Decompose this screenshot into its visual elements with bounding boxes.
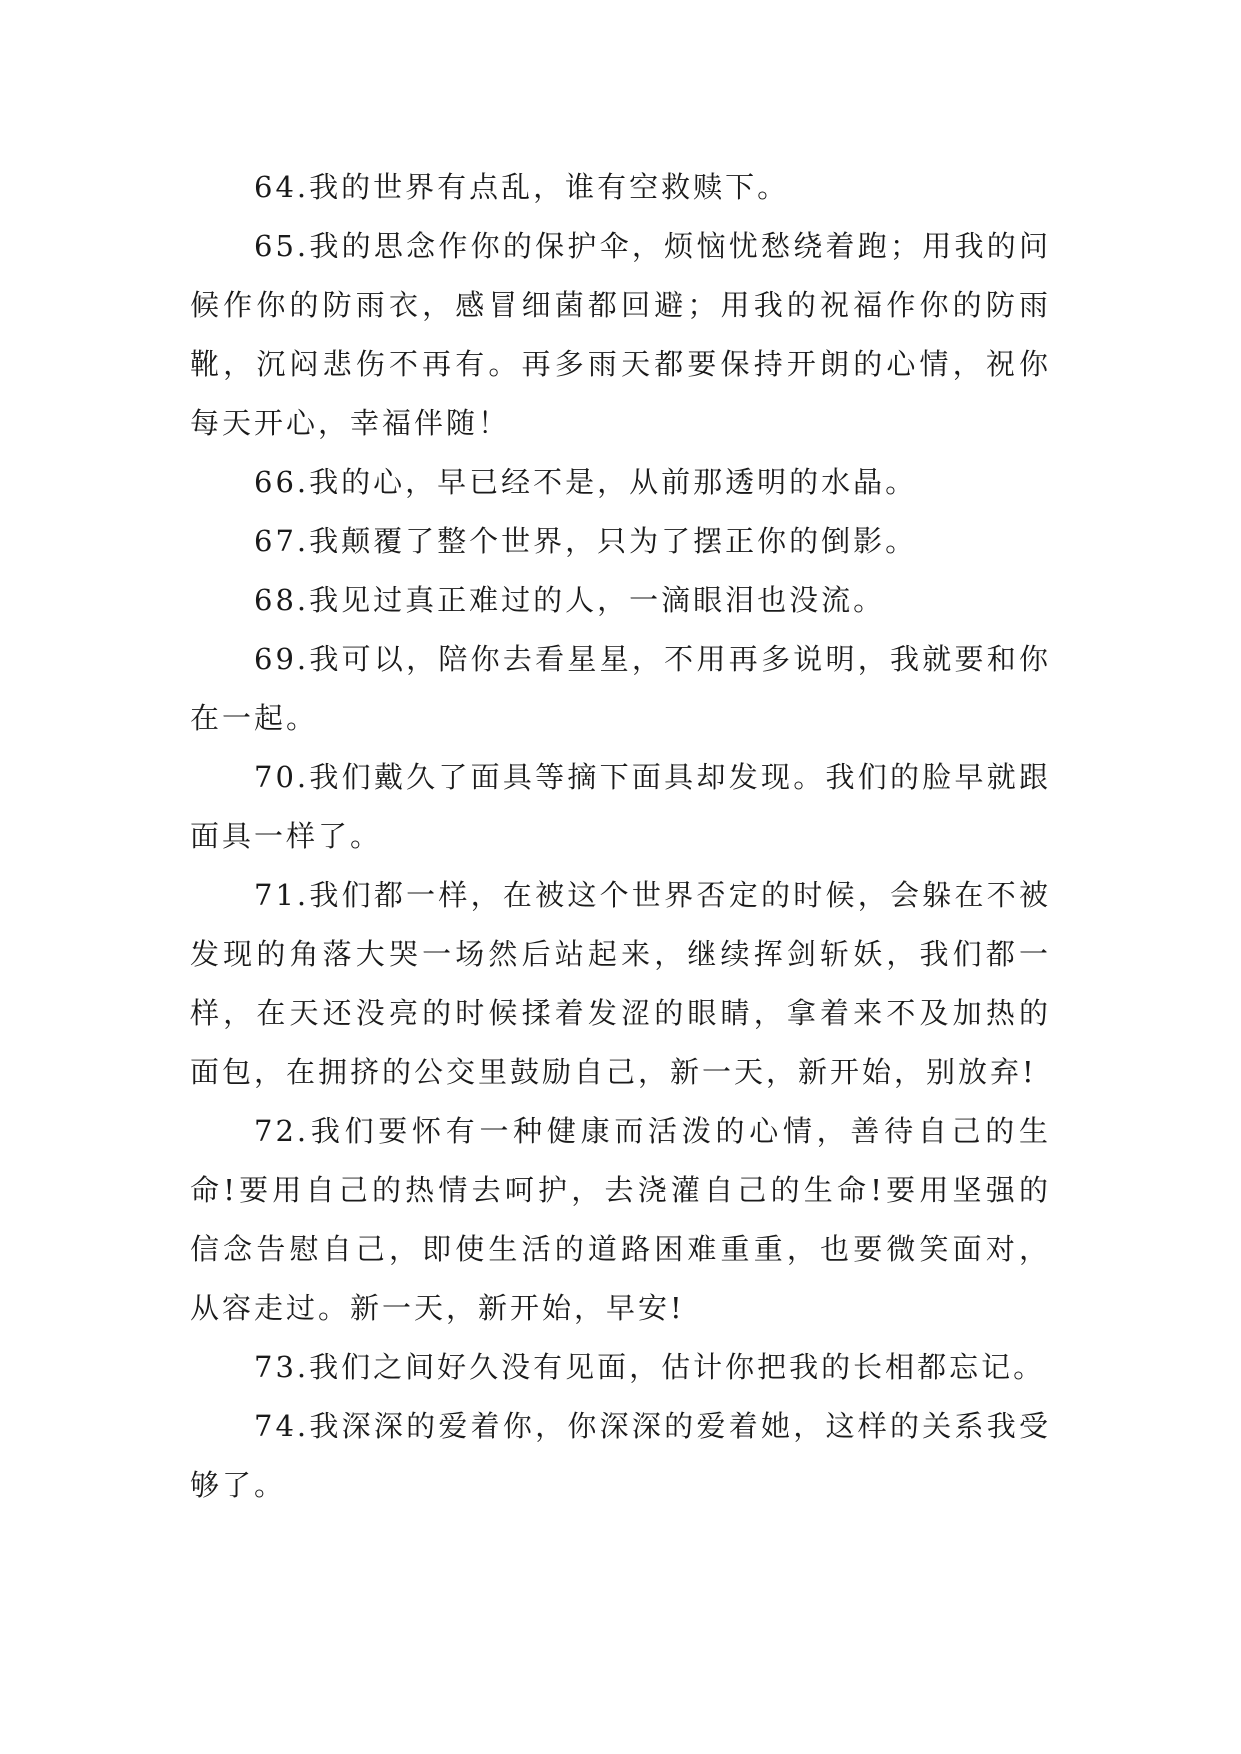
paragraph-70: 70.我们戴久了面具等摘下面具却发现。我们的脸早就跟面具一样了。 [190,760,1051,853]
paragraph-69: 69.我可以，陪你去看星星，不用再多说明，我就要和你在一起。 [190,642,1051,735]
paragraph-64: 64.我的世界有点乱，谁有空救赎下。 [254,170,790,204]
paragraph-71: 71.我们都一样，在被这个世界否定的时候，会躲在不被发现的角落大哭一场然后站起来，继续挥剑斩妖，我们都一样，在天还没亮的时候揉着发涩的眼睛，拿着来不及加热的面包，在拥挤的公交里鼓励自己，新一天，新开始，别放弃! [190,878,1051,1089]
document-body [190,158,1051,1515]
paragraph-74: 74.我深深的爱着你，你深深的爱着她，这样的关系我受够了。 [190,1409,1051,1502]
paragraph-73: 73.我们之间好久没有见面，估计你把我的长相都忘记。 [254,1350,1046,1384]
paragraph-67: 67.我颠覆了整个世界，只为了摆正你的倒影。 [254,524,918,558]
paragraph-65: 65.我的思念作你的保护伞，烦恼忧愁绕着跑；用我的问候作你的防雨衣，感冒细菌都回避；用我的祝福作你的防雨靴，沉闷悲伤不再有。再多雨天都要保持开朗的心情，祝你每天开心，幸福伴随！ [190,229,1051,440]
paragraph-66: 66.我的心，早已经不是，从前那透明的水晶。 [254,465,918,499]
paragraph-72: 72.我们要怀有一种健康而活泼的心情，善待自己的生命!要用自己的热情去呵护，去浇灌自己的生命!要用坚强的信念告慰自己，即使生活的道路困难重重，也要微笑面对，从容走过。新一天，新开始，早安! [190,1114,1051,1325]
paragraph-68: 68.我见过真正难过的人，一滴眼泪也没流。 [254,583,886,617]
